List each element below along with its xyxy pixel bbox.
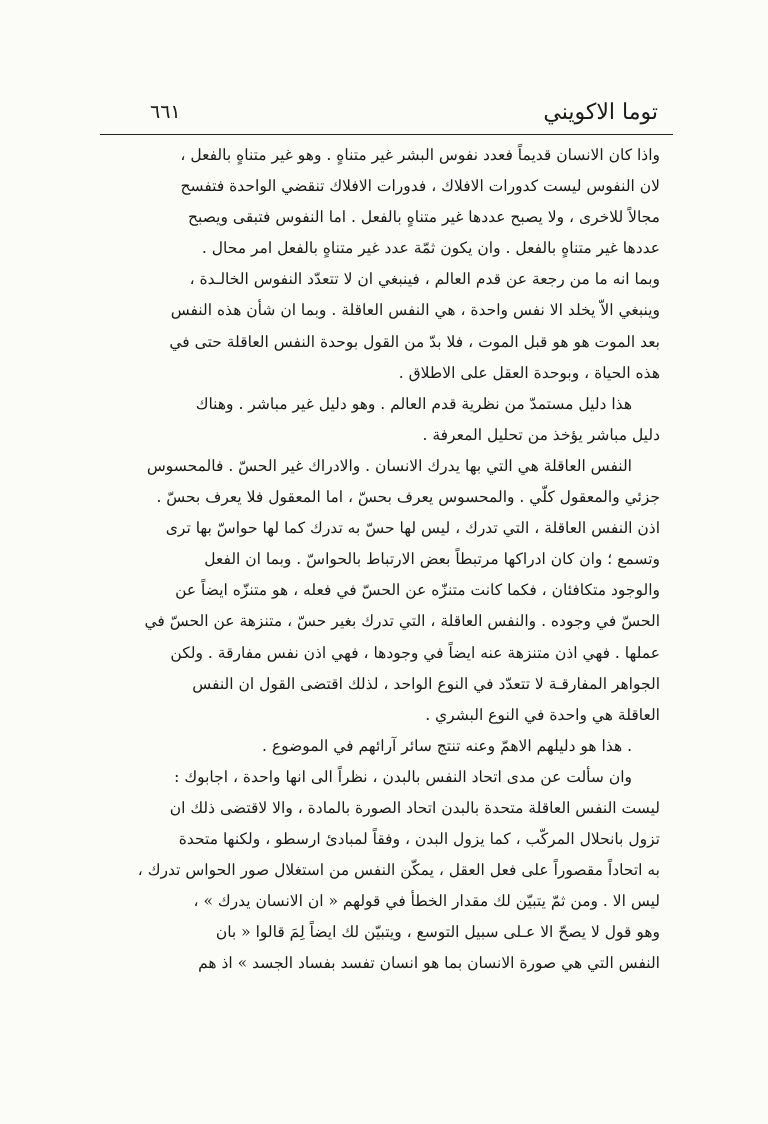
- text-line: مجالاً للاخرى ، ولا يصبح عددها غير متناهٍ بالفعل . اما النفوس فتبقى ويصبح: [188, 208, 660, 227]
- text-line: وينبغي الاّ يخلد الا نفس واحدة ، هي النفس العاقلة . وبما ان شأن هذه النفس: [170, 301, 660, 320]
- page-number: ٦٦١: [150, 101, 181, 123]
- text-line: تزول بانحلال المركّب ، كما يزول البدن ، وفقاً لمبادئ ارسطو ، ولكنها متحدة: [178, 830, 660, 849]
- text-line: والوجود متكافئان ، فكما كانت متنزّه عن الحسّ في فعله ، هو متنزّه ايضاً عن: [175, 581, 660, 600]
- text-line: ليس الا . ومن ثمّ يتبيّن لك مقدار الخطأ في قولهم « ان الانسان يدرك » ،: [193, 892, 660, 911]
- text-line: ليست النفس العاقلة متحدة بالبدن اتحاد الصورة بالمادة ، والا لاقتضى ذلك ان: [169, 798, 660, 817]
- text-line: النفس التي هي صورة الانسان بما هو انسان تفسد بفساد الجسد » اذ هم: [198, 954, 660, 973]
- text-line: وهو قول لا يصحّ الا عـلى سبيل التوسع ، ويتبيّن لك ايضاً لِمَ قالوا « بان: [215, 923, 660, 942]
- text-line: وبما انه ما من رجعة عن قدم العالم ، فينبغي ان لا تتعدّد النفوس الخالـدة ،: [189, 270, 660, 289]
- running-header: [150, 92, 658, 132]
- text-line: اذن النفس العاقلة ، التي تدرك ، ليس لها حسّ به تدرك كما لها حواسّ بها ترى: [165, 519, 660, 538]
- running-title: توما الاكويني: [543, 99, 658, 125]
- body-text: [90, 140, 660, 980]
- text-line: النفس العاقلة هي التي بها يدرك الانسان . والادراك غير الحسّ . فالمحسوس: [146, 456, 632, 475]
- text-line: . هذا هو دليلهم الاهمّ وعنه تنتج سائر آرائهم في الموضوع .: [262, 736, 632, 755]
- text-line: لان النفوس ليست كدورات الافلاك ، فدورات الافلاك تنقضي الواحدة فتفسح: [180, 177, 660, 196]
- header-rule: [100, 134, 673, 135]
- text-line: بعد الموت هو هو قبل الموت ، فلا بدّ من القول بوحدة النفس العاقلة حتى في: [169, 332, 660, 351]
- text-line: وان سألت عن مدى اتحاد النفس بالبدن ، نظراً الى انها واحدة ، اجابوك :: [174, 767, 632, 786]
- text-line: عملها . فهي اذن متنزهة عنه ايضاً في وجودها ، فهي اذن نفس مفارقة . ولكن: [170, 643, 660, 662]
- text-line: هذه الحياة ، وبوحدة العقل على الاطلاق .: [398, 363, 660, 382]
- text-line: دليل مباشر يؤخذ من تحليل المعرفة .: [422, 425, 660, 444]
- text-line: به اتحاداً مقصوراً على فعل العقل ، يمكّن النفس من استغلال صور الحواس تدرك ،: [137, 861, 660, 880]
- text-line: وتسمع ؛ وان كان ادراكها مرتبطاً بعض الارتباط بالحواسّ . وبما ان الفعل: [204, 550, 660, 569]
- text-line: العاقلة هي واحدة في النوع البشري .: [425, 705, 660, 724]
- text-line: واذا كان الانسان قديماً فعدد نفوس البشر غير متناهٍ . وهو غير متناهٍ بالفعل ،: [180, 146, 660, 164]
- text-line: عددها غير متناهٍ بالفعل . وان يكون ثمّة عدد غير متناهٍ بالفعل امر محال .: [201, 239, 660, 258]
- text-line: الحسّ في وجوده . والنفس العاقلة ، التي تدرك بغير حسّ ، متنزهة عن الحسّ في: [144, 612, 660, 631]
- text-line: هذا دليل مستمدّ من نظرية قدم العالم . وهو دليل غير مباشر . وهناك: [195, 394, 632, 413]
- text-line: جزئي والمعقول كلّي . والمحسوس يعرف بحسّ ، اما المعقول فلا يعرف بحسّ .: [156, 488, 660, 507]
- text-line: الجواهر المفارقـة لا تتعدّد في النوع الواحد ، لذلك اقتضى القول ان النفس: [192, 674, 660, 693]
